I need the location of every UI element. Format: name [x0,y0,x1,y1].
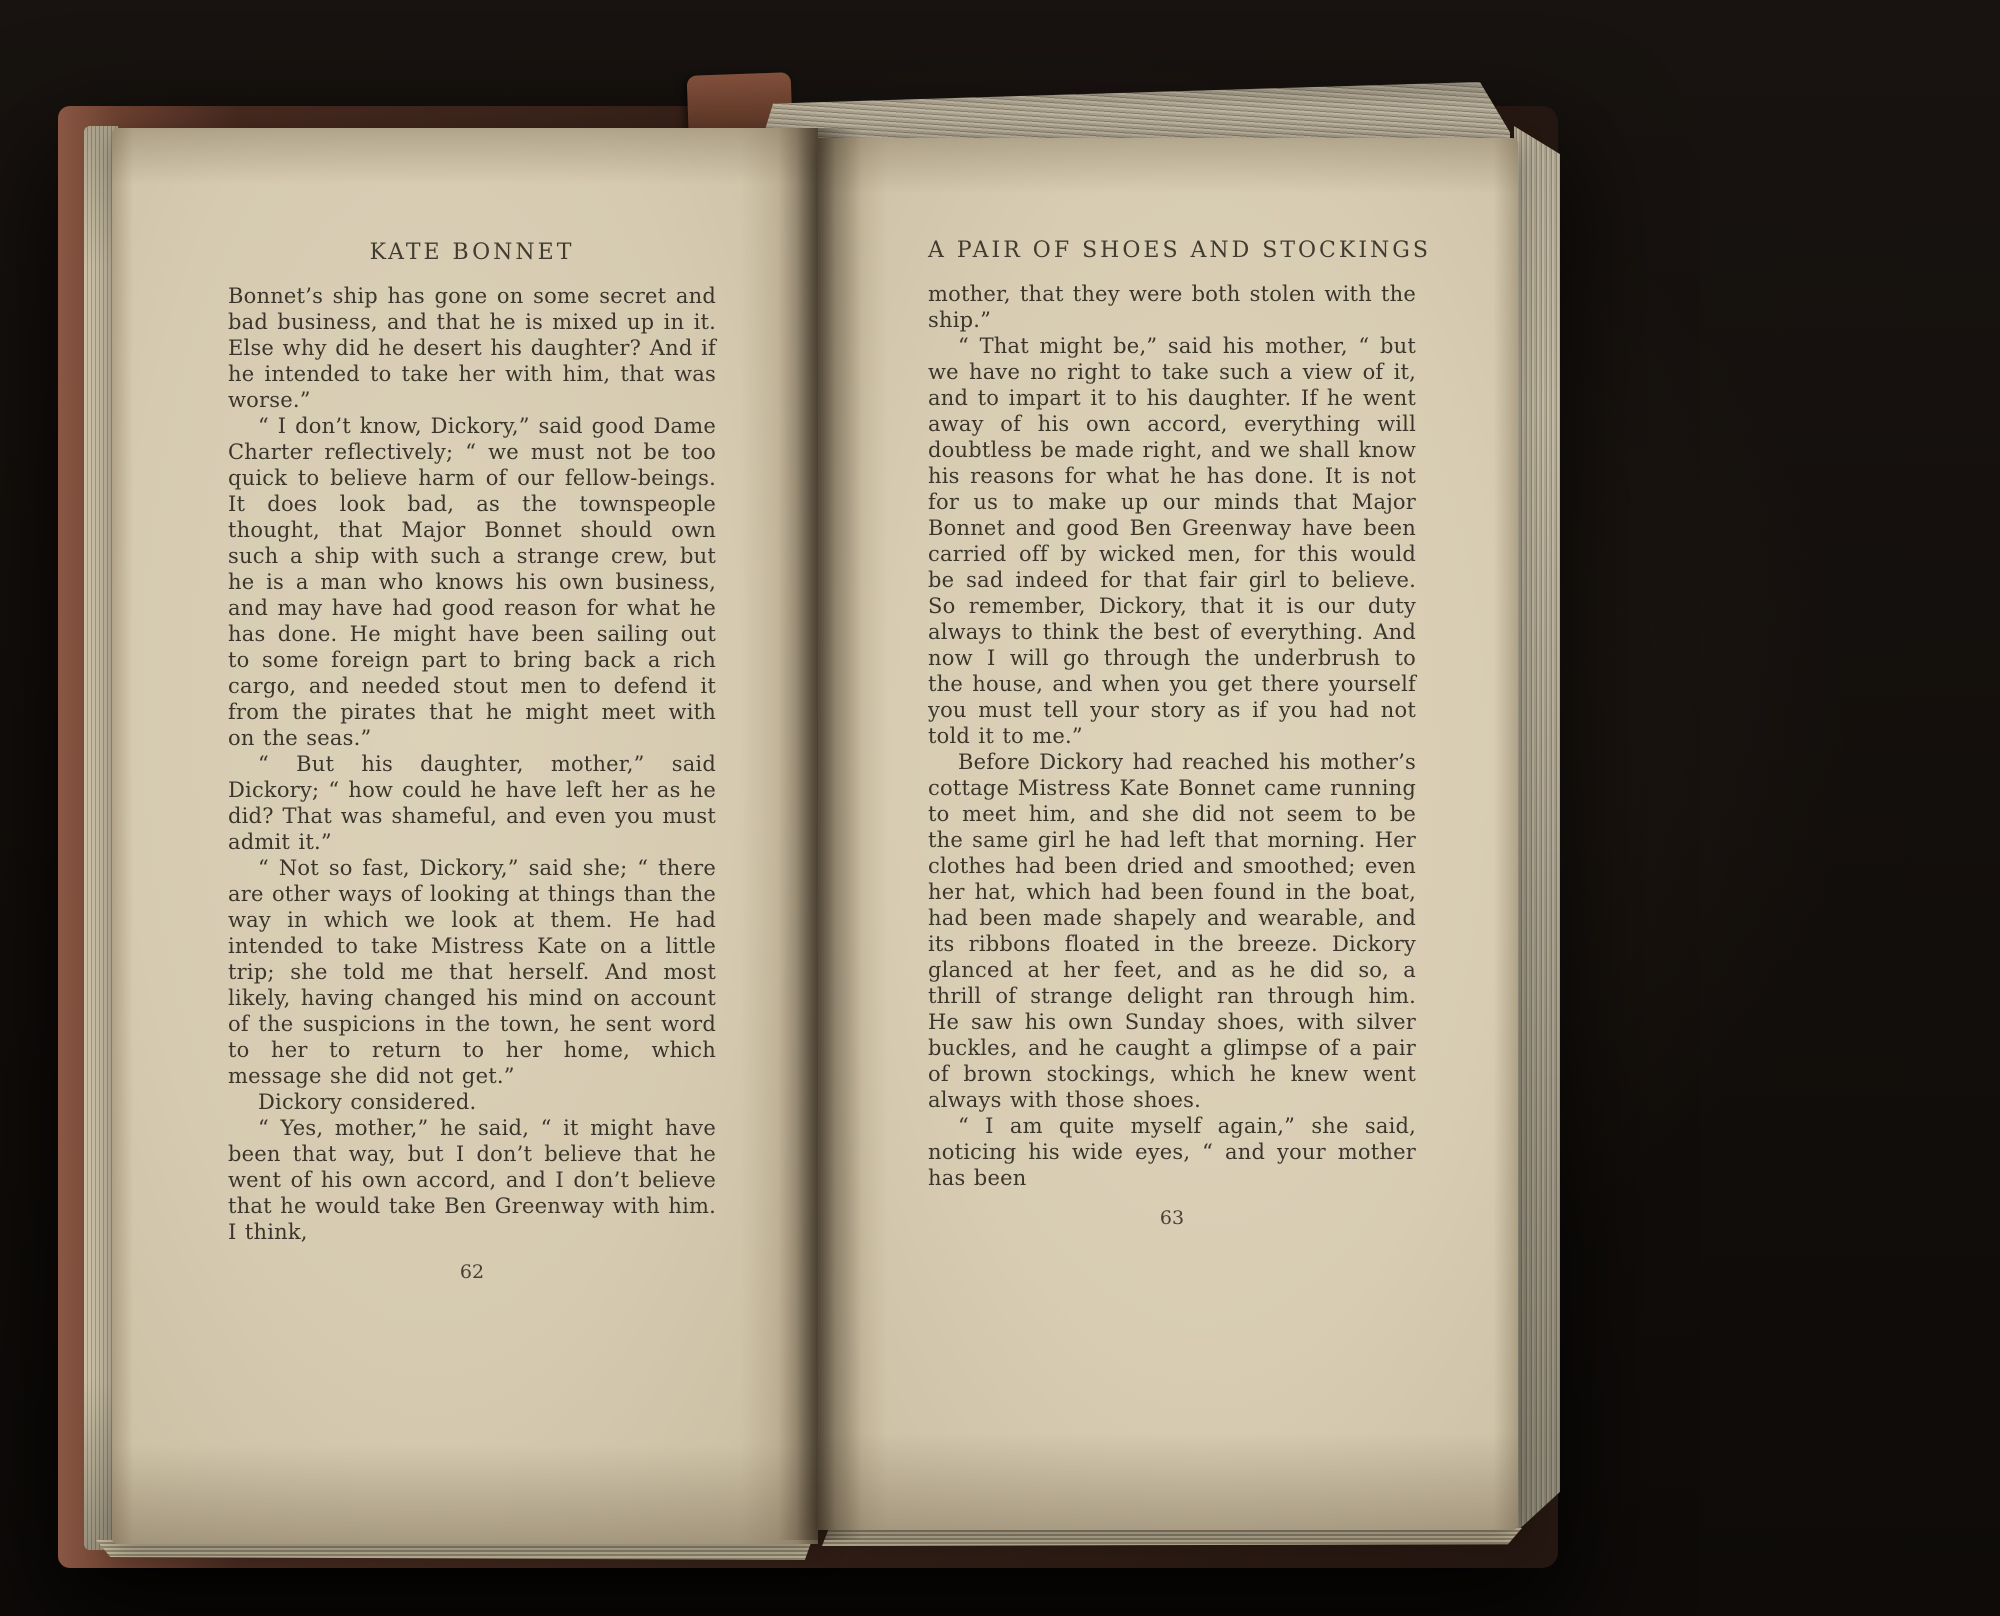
left-page-text [228,240,716,1283]
page-edges-bottom-right [822,1528,1522,1546]
right-page-text [928,238,1431,1229]
page-number-right: 63 [1159,1207,1185,1229]
paragraph: Dickory considered. [258,1090,477,1114]
paragraph: “ I don’t know, Dickory,” said good Dame Charter reflectively; “ we must not be too quick to believe harm of our fellow-beings. It does look bad, as the townspeople thought, that Major Bonnet should own such a ship with such a strange crew, but he is a man who knows his own business, and may have had good reason for what he has done. He might have been sailing out to some foreign part to bring back a rich cargo, and needed stout men to defend it from the pirates that he might meet with on the seas.” [228,414,716,750]
paragraph: “ But his daughter, mother,” said Dickory; “ how could he have left her as he did? That was shameful, and even you must admit it.” [228,752,716,854]
paragraph: “ That might be,” said his mother, “ but we have no right to take such a view of it, and to impart it to his daughter. If he went away of his own accord, everything will doubtless be made right, and we shall know his reasons for what he has done. It is not for us to make up our minds that Major Bonnet and good Ben Greenway have been carried off by wicked men, for this would be sad indeed for that fair girl to believe. So remember, Dickory, that it is our duty always to think the best of everything. And now I will go through the underbrush to the house, and when you get there yourself you must tell your story as if you had not told it to me.” [928,334,1416,748]
page-edges-right [1514,126,1560,1534]
left-page-body [228,283,716,1245]
paragraph: “ Yes, mother,” he said, “ it might have been that way, but I don’t believe that he went of his own accord, and I don’t believe that he would take Ben Greenway with him. I think, [228,1116,716,1244]
paragraph: “ I am quite myself again,” she said, noticing his wide eyes, “ and your mother has been [928,1114,1416,1190]
right-page [818,138,1518,1530]
running-header-right: A PAIR OF SHOES AND STOCKINGS [928,238,1431,263]
paragraph: Bonnet’s ship has gone on some secret and bad business, and that he is mixed up in it. Else why did he desert his daughter? And if he intended to take her with him, that was worse.” [228,284,716,412]
right-page-body [928,281,1416,1191]
running-header-left: KATE BONNET [369,240,575,265]
page-number-left: 62 [459,1261,485,1283]
paragraph: mother, that they were both stolen with the ship.” [928,282,1416,332]
left-page [112,128,818,1544]
paragraph: Before Dickory had reached his mother’s cottage Mistress Kate Bonnet came running to meet him, and she did not seem to be the same girl he had left that morning. Her clothes had been dried and smoothed; even her hat, which had been found in the boat, had been made shapely and wearable, and its ribbons floated in the breeze. Dickory glanced at her feet, and as he did so, a thrill of strange delight ran through him. He saw his own Sunday shoes, with silver buckles, and he caught a glimpse of a pair of brown stockings, which he knew went always with those shoes. [928,750,1416,1112]
paragraph: “ Not so fast, Dickory,” said she; “ there are other ways of looking at things than the way in which we look at them. He had intended to take Mistress Kate on a little trip; she told me that herself. And most likely, having changed his mind on account of the suspicions in the town, he sent word to her to return to her home, which message she did not get.” [228,856,717,1088]
